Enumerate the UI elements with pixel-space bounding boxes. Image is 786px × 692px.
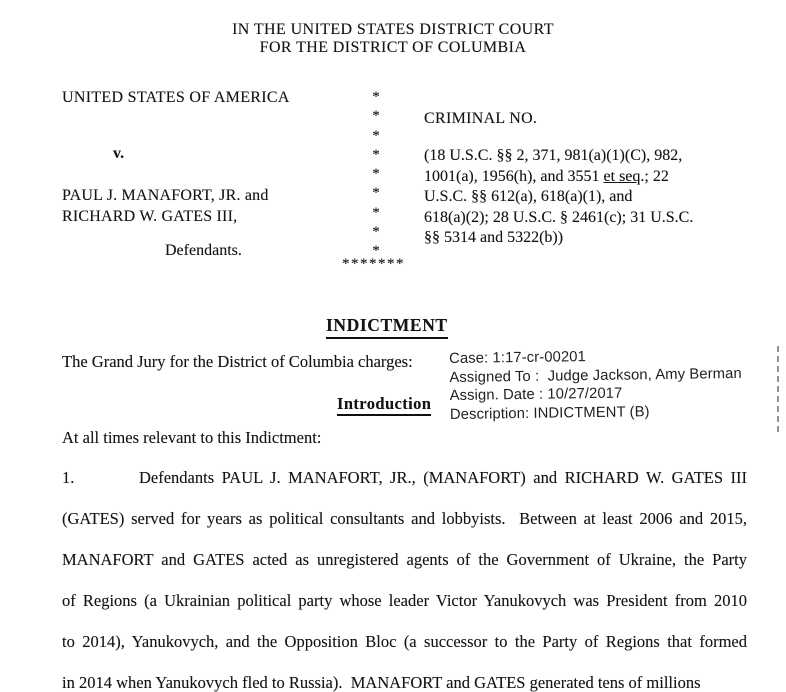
caption-defendants-label: Defendants. xyxy=(165,242,242,259)
asterisk: * xyxy=(372,243,380,260)
statute-line: (18 U.S.C. §§ 2, 371, 981(a)(1)(C), 982, xyxy=(424,147,683,164)
court-header-line1: IN THE UNITED STATES DISTRICT COURT xyxy=(232,21,554,38)
stamp-case-number: Case: 1:17-cr-00201 xyxy=(449,349,587,367)
caption-plaintiff: UNITED STATES OF AMERICA xyxy=(62,89,290,106)
paragraph-1-line3: MANAFORT and GATES acted as unregistered agents of the Government of Ukraine, the Party xyxy=(62,550,747,569)
asterisk: * xyxy=(372,108,380,125)
stamp-description: Description: INDICTMENT (B) xyxy=(449,403,650,423)
statute-line: 1001(a), 1956(h), and 3551 et seq.; 22 xyxy=(424,167,669,185)
criminal-no-label: CRIMINAL NO. xyxy=(424,110,538,127)
paragraph-1-line4: of Regions (a Ukrainian political party whose leader Victor Yanukovych was President from 2010 xyxy=(62,591,747,610)
caption-asterisk-row: ******* xyxy=(342,256,405,272)
asterisk: * xyxy=(372,127,380,144)
scan-edge-dashed-line xyxy=(777,346,779,432)
paragraph-1 xyxy=(62,457,747,692)
court-header-line2: FOR THE DISTRICT OF COLUMBIA xyxy=(259,39,527,56)
paragraph-1-line2: (GATES) served for years as political consultants and lobbyists. Between at least 2006 and 2015, xyxy=(62,509,747,528)
statute-citations xyxy=(424,146,759,249)
paragraph-1-line5: to 2014), Yanukovych, and the Opposition Bloc (a successor to the Party of Regions that formed xyxy=(62,632,747,651)
stamp-assign-date: Assign. Date : 10/27/2017 xyxy=(449,385,623,405)
court-header xyxy=(0,21,786,57)
asterisk: * xyxy=(372,146,380,163)
caption-versus: v. xyxy=(113,145,125,162)
asterisk: * xyxy=(372,204,380,221)
statute-line: §§ 5314 and 5322(b)) xyxy=(424,229,564,246)
et-seq-underlined: et seq xyxy=(603,167,641,185)
asterisk: * xyxy=(372,224,380,241)
caption-defendant-names xyxy=(62,186,269,227)
caption-asterisk-column xyxy=(369,88,383,262)
stamp-assigned-to: Assigned To : Judge Jackson, Amy Berman xyxy=(449,365,742,386)
statute-line: 618(a)(2); 28 U.S.C. § 2461(c); 31 U.S.C. xyxy=(424,208,694,226)
paragraph-1-number: 1. xyxy=(62,468,75,487)
asterisk: * xyxy=(372,185,380,202)
asterisk: * xyxy=(372,166,380,183)
caption-defendant-line1: PAUL J. MANAFORT, JR. and xyxy=(62,187,269,204)
relevant-times-line: At all times relevant to this Indictment: xyxy=(62,428,322,447)
indictment-title: INDICTMENT xyxy=(326,315,448,339)
case-assignment-stamp xyxy=(449,346,742,424)
asterisk: * xyxy=(372,89,380,105)
paragraph-1-line1: 1. Defendants PAUL J. MANAFORT, JR., (MANAFORT) and RICHARD W. GATES III xyxy=(62,457,747,498)
statute-line: U.S.C. §§ 612(a), 618(a)(1), and xyxy=(424,188,633,205)
paragraph-1-line6: in 2014 when Yanukovych fled to Russia). MANAFORT and GATES generated tens of millions xyxy=(62,673,701,692)
introduction-title: Introduction xyxy=(337,394,431,416)
caption-defendant-line2: RICHARD W. GATES III, xyxy=(62,207,238,225)
grand-jury-charges-line: The Grand Jury for the District of Columbia charges: xyxy=(62,352,413,371)
